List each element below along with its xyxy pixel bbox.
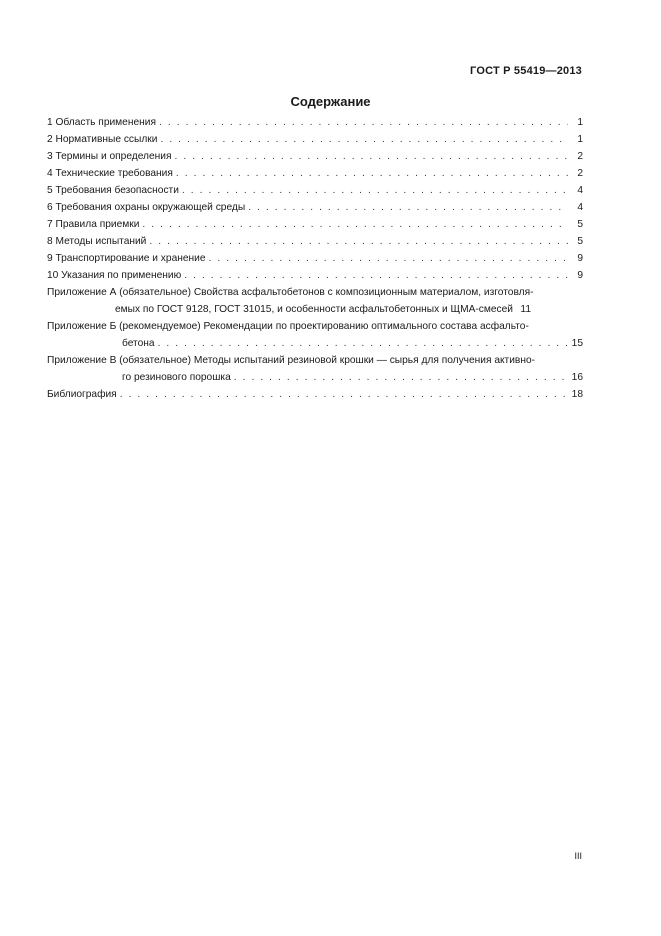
toc-entry-label: 8 Методы испытаний [47, 236, 147, 247]
toc-entry-page: 2 [577, 151, 583, 162]
toc-entry-label: 9 Транспортирование и хранение [47, 253, 206, 264]
toc-entry[interactable] [47, 233, 583, 250]
page-title: Содержание [290, 94, 371, 109]
dot-leader [184, 267, 568, 284]
dot-leader [176, 165, 568, 182]
dot-leader [159, 114, 568, 131]
toc-entry-page: 11 [520, 304, 531, 315]
dot-leader [149, 233, 568, 250]
table-of-contents [47, 114, 583, 403]
toc-appendix-continuation: го резинового порошка [122, 372, 231, 383]
toc-entry-label: 6 Требования охраны окружающей среды [47, 202, 246, 213]
dot-leader [234, 369, 568, 386]
toc-appendix-continuation: бетона [122, 338, 155, 349]
toc-entry-page: 15 [571, 338, 583, 349]
dot-leader [120, 386, 568, 403]
toc-appendix-title: Приложение Б (рекомендуемое) Рекомендации по проектированию оптимального состава асфальто- [47, 321, 529, 332]
toc-appendix-title: Приложение А (обязательное) Свойства асфальтобетонов с композиционным материалом, изготовля- [47, 287, 534, 298]
toc-entry[interactable] [47, 148, 583, 165]
dot-leader [248, 199, 568, 216]
toc-entry-page: 18 [571, 389, 583, 400]
toc-entry[interactable] [47, 114, 583, 131]
page-number: III [574, 851, 582, 861]
toc-entry-page: 9 [577, 270, 583, 281]
toc-entry[interactable] [47, 250, 583, 267]
toc-entry[interactable] [47, 216, 583, 233]
toc-entry-page: 9 [577, 253, 583, 264]
dot-leader [158, 335, 568, 352]
toc-entry[interactable] [47, 165, 583, 182]
toc-entry[interactable] [47, 199, 583, 216]
toc-entry-label: 7 Правила приемки [47, 219, 140, 230]
toc-entry-page: 5 [577, 219, 583, 230]
toc-entry-page: 2 [577, 168, 583, 179]
dot-leader [209, 250, 568, 267]
document-id: ГОСТ Р 55419—2013 [470, 65, 582, 77]
toc-appendix-entry[interactable] [47, 318, 583, 352]
toc-bibliography-entry[interactable] [47, 386, 583, 403]
toc-appendix-continuation: емых по ГОСТ 9128, ГОСТ 31015, и особенности асфальтобетонных и ЩМА-смесей [115, 304, 513, 315]
toc-entry-page: 5 [577, 236, 583, 247]
toc-entry-page: 4 [577, 185, 583, 196]
toc-entry-page: 16 [571, 372, 583, 383]
toc-entry-page: 4 [577, 202, 583, 213]
dot-leader [182, 182, 568, 199]
toc-entry-label: Библиография [47, 389, 117, 400]
dot-leader [174, 148, 568, 165]
toc-entry-page: 1 [577, 117, 583, 128]
toc-entry-label: 3 Термины и определения [47, 151, 172, 162]
toc-entry-label: 5 Требования безопасности [47, 185, 179, 196]
toc-entry-label: 1 Область применения [47, 117, 156, 128]
toc-entry[interactable] [47, 131, 583, 148]
toc-entry[interactable] [47, 267, 583, 284]
toc-entry-label: 10 Указания по применению [47, 270, 182, 281]
toc-entry-page: 1 [577, 134, 583, 145]
toc-appendix-entry[interactable] [47, 352, 583, 386]
toc-entry-label: 2 Нормативные ссылки [47, 134, 158, 145]
toc-entry-label: 4 Технические требования [47, 168, 173, 179]
toc-entry[interactable] [47, 182, 583, 199]
toc-appendix-title: Приложение В (обязательное) Методы испытаний резиновой крошки — сырья для получения активно- [47, 355, 536, 366]
dot-leader [142, 216, 568, 233]
toc-appendix-entry[interactable] [47, 284, 583, 318]
dot-leader [160, 131, 568, 148]
